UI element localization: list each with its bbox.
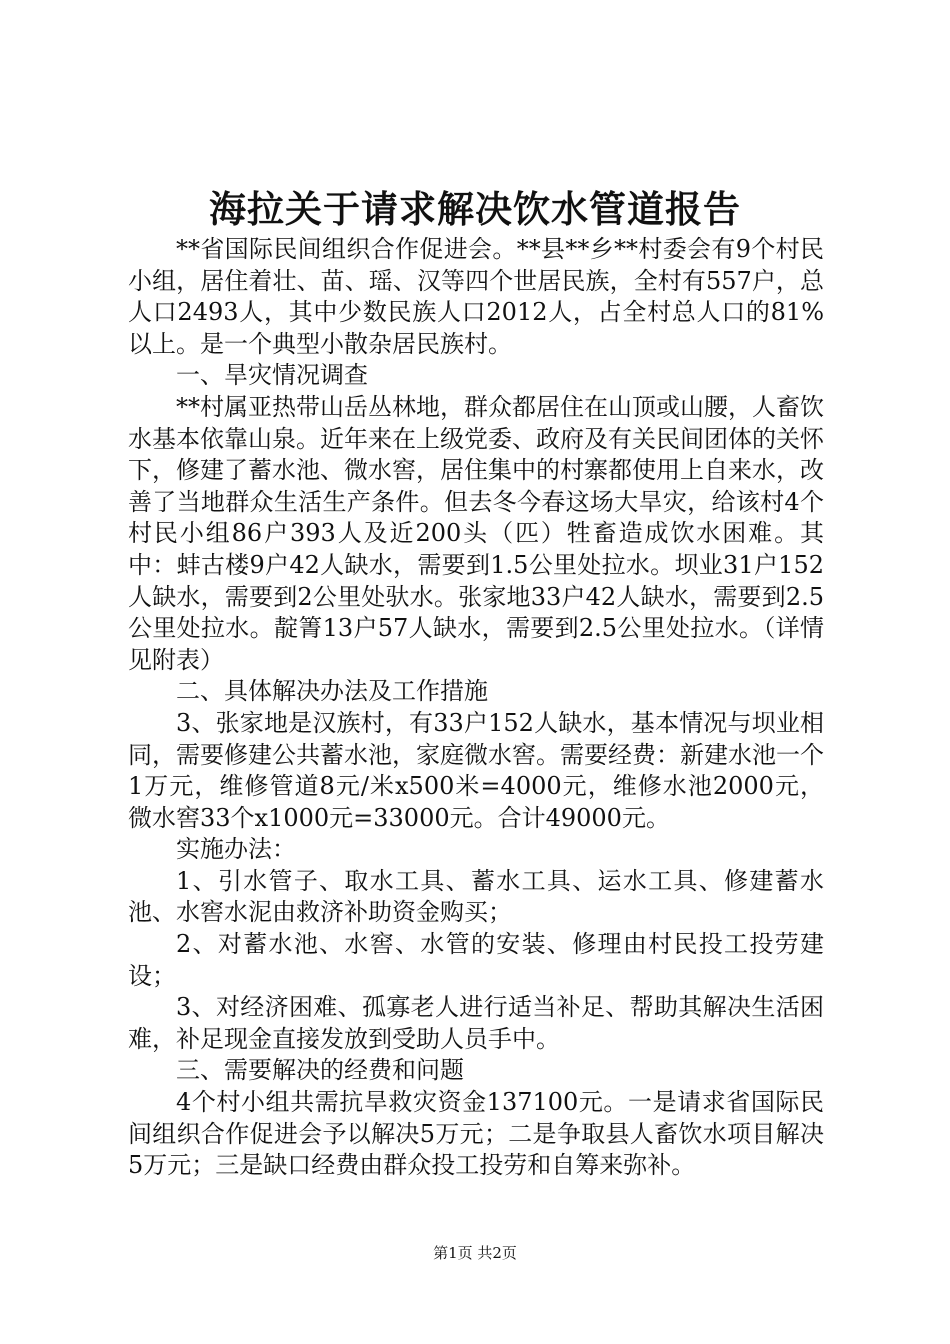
paragraph-intro: **省国际民间组织合作促进会。**县**乡**村委会有9个村民小组，居住着壮、苗、瑶、汉等四个世居民族，全村有557户，总人口2493人，其中少数民族人口2012人，占全村总人口的81%以上。是一个典型小散杂居民族村。	[128, 235, 824, 358]
section-heading-solutions: 二、具体解决办法及工作措施	[176, 677, 488, 706]
list-item-2: 2、对蓄水池、水窖、水管的安装、修理由村民投工投劳建设；	[128, 930, 824, 990]
list-item-1: 1、引水管子、取水工具、蓄水工具、运水工具、修建蓄水池、水窖水泥由救济补助资金购买；	[128, 866, 824, 927]
section-heading-funding: 三、需要解决的经费和问题	[176, 1056, 464, 1085]
paragraph-drought-details: **村属亚热带山岳丛林地，群众都居住在山顶或山腰，人畜饮水基本依靠山泉。近年来在上级党委、政府及有关民间团体的关怀下，修建了蓄水池、微水窖，居住集中的村寨都使用上自来水，改善了当地群众生活生产条件。但去冬今春这场大旱灾，给该村4个村民小组86户393人及近200头（匹）牲畜造成饮水困难。其中：蚌古楼9户42人缺水，需要到1.5公里处拉水。坝业31户152人缺水，需要到2公里处驮水。张家地33户42人缺水，需要到2.5公里处拉水。靛箐13户57人缺水，需要到2.5公里处拉水。（详情见附表）	[128, 392, 824, 674]
paragraph-funding: 4个村小组共需抗旱救灾资金137100元。一是请求省国际民间组织合作促进会予以解决5万元；二是争取县人畜饮水项目解决5万元；三是缺口经费由群众投工投劳和自筹来弥补。	[128, 1088, 824, 1180]
paragraph-zhangjiadi: 3、张家地是汉族村，有33户152人缺水，基本情况与坝业相同，需要修建公共蓄水池，家庭微水窖。需要经费：新建水池一个1万元，维修管道8元/米x500米=4000元，维修水池2000元，微水窖33个x1000元=33000元。合计49000元。	[128, 708, 824, 832]
list-item-3: 3、对经济困难、孤寡老人进行适当补足、帮助其解决生活困难，补足现金直接发放到受助人员手中。	[128, 993, 824, 1053]
document-title: 海拉关于请求解决饮水管道报告	[209, 187, 741, 231]
page-footer: 第1页 共2页	[433, 1244, 517, 1262]
implementation-heading: 实施办法：	[176, 835, 296, 864]
section-heading-drought-survey: 一、旱灾情况调查	[176, 361, 368, 390]
document-body	[128, 234, 824, 1182]
